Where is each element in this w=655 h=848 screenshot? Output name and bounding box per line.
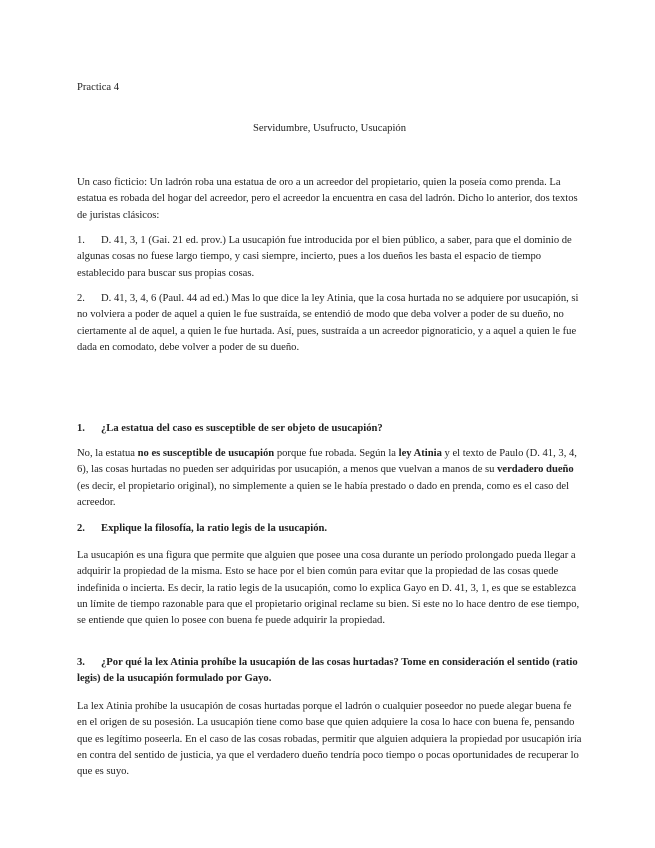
document-title: Servidumbre, Usufructo, Usucapión <box>253 123 406 134</box>
question-2 <box>77 521 582 537</box>
answer-1-part-e: (es decir, el propietario original), no simplemente a quien se le había prestado o dado en prenda, como es el caso del acreedor. <box>77 480 570 508</box>
source-text-1-body: D. 41, 3, 1 (Gai. 21 ed. prov.) La usucapión fue introducida por el bien público, a saber, para que el dominio de algunas cosas no fuese largo tiempo, y casi siempre, incierto, pues a los dueños les basta el espacio de tiempo establecido para buscar sus propias cosas. <box>77 235 572 279</box>
question-1-text: ¿La estatua del caso es susceptible de ser objeto de usucapión? <box>101 423 383 434</box>
question-3-number: 3. <box>77 657 85 668</box>
answer-1-part-a: No, la estatua <box>77 448 138 459</box>
question-2-number: 2. <box>77 523 85 534</box>
answer-1-bold-2: ley Atinia <box>398 448 442 459</box>
answer-3: La lex Atinia prohíbe la usucapión de cosas hurtadas porque el ladrón o cualquier poseedor no puede alegar buena fe en el origen de su posesión. La usucapión tiene como base que quien adquiere la cosa lo hace con buena fe, pensando que es legítimo poseerla. En el caso de las cosas robadas, permitir que alguien adquiera la propiedad por usucapión iría en contra del sentido de justicia, ya que el verdadero dueño tendría poco tiempo o pocas oportunidades de recuperar lo que es suyo. <box>77 701 582 778</box>
source-text-1 <box>77 233 582 282</box>
answer-1-bold-3: verdadero dueño <box>497 464 574 476</box>
question-2-text: Explique la filosofía, la ratio legis de la usucapión. <box>101 523 328 534</box>
source-text-2-number: 2. <box>77 293 85 304</box>
intro-paragraph: Un caso ficticio: Un ladrón roba una estatua de oro a un acreedor del propietario, quien la poseía como prenda. La estatua es robada del hogar del acreedor, pero el acreedor la encuentra en casa del ladrón. Dicho lo anterior, dos textos de juristas clásicos: <box>77 177 578 221</box>
answer-2: La usucapión es una figura que permite que alguien que posee una cosa durante un período prolongado pueda llegar a adquirir la propiedad de la misma. Esto se hace por el bien común para evitar que la propiedad de las cosas quede indefinida o incierta. Es decir, la ratio legis de la usucapión, como lo explica Gayo en D. 41, 3, 1, es que se establezca un límite de tiempo razonable para que el propietario original reclame su bien. Si este no lo hace dentro de ese tiempo, se entiende que quien lo posee con buena fe puede adquirir la propiedad. <box>77 550 580 627</box>
answer-1-part-c: porque fue robada. Según la <box>274 448 399 459</box>
source-text-2 <box>77 291 582 356</box>
answer-1-bold-1: no es susceptible de usucapión <box>137 448 275 459</box>
question-3-text: ¿Por qué la lex Atinia prohíbe la usucapión de las cosas hurtadas? Tome en consideración el sentido (ratio legis) de la usucapión formulado por Gayo. <box>77 657 578 685</box>
question-3 <box>77 655 582 688</box>
document-header: Practica 4 <box>77 82 120 93</box>
source-text-1-number: 1. <box>77 235 85 246</box>
answer-1 <box>77 446 582 511</box>
source-text-2-body: D. 41, 3, 4, 6 (Paul. 44 ad ed.) Mas lo que dice la ley Atinia, que la cosa hurtada no se adquiere por usucapión, si no volviera a poder de aquel a quien le fue sustraída, se entendió de modo que deba volver a poder de su dueño, no ciertamente al de aquel, a quien le fue hurtada. Así, pues, sustraída a un acreedor pignoraticio, y a aquel a quien le fue dada en comodato, debe volver a poder de su dueño. <box>77 293 579 353</box>
question-1 <box>77 421 582 437</box>
question-1-number: 1. <box>77 423 85 434</box>
answer-1-part-d: y el texto de Paulo (D. 41, 3, 4, 6), las cosas hurtadas no pueden ser adquiridas por usucapión, a menos que vuelvan a manos de su <box>77 448 577 476</box>
